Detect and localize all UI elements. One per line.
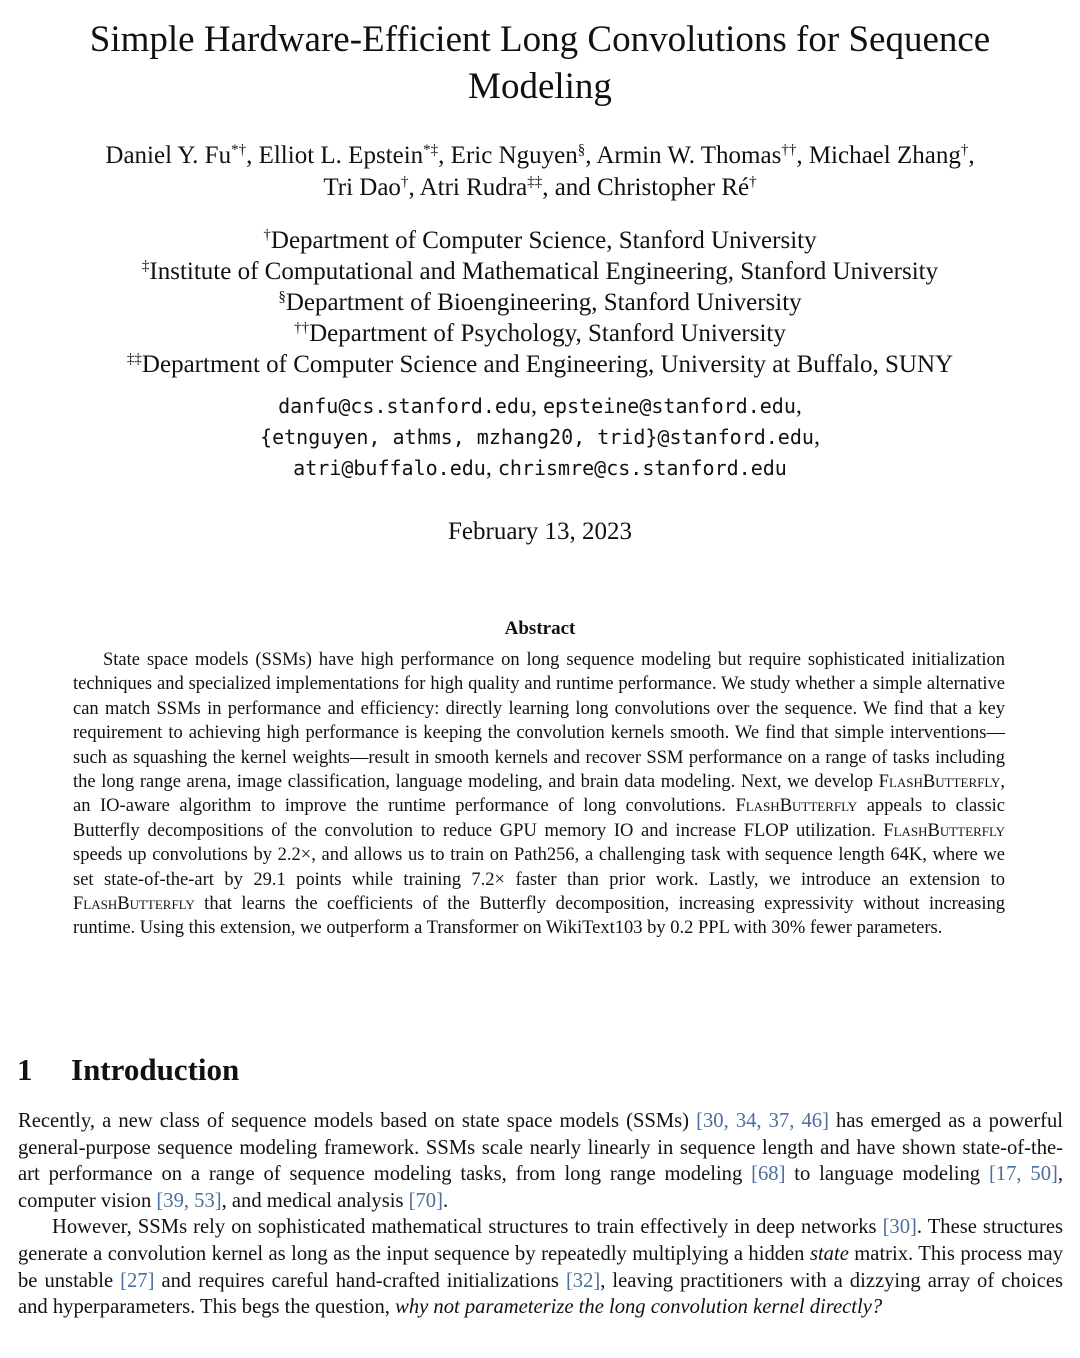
affiliation: †Department of Computer Science, Stanford University bbox=[263, 227, 817, 254]
author: Daniel Y. Fu*†, bbox=[105, 142, 259, 169]
author: Michael Zhang†, bbox=[808, 142, 975, 169]
affiliation: ‡Institute of Computational and Mathematical Engineering, Stanford University bbox=[141, 258, 939, 285]
introduction-body bbox=[18, 1108, 1063, 1321]
method-name: FlashButterfly bbox=[73, 894, 195, 915]
author: Armin W. Thomas††, bbox=[596, 142, 809, 169]
email-address[interactable]: atri@buffalo.edu bbox=[293, 456, 486, 480]
author: Elliot L. Epstein*‡, bbox=[258, 142, 451, 169]
author: Christopher Ré† bbox=[597, 174, 757, 201]
citation-link[interactable]: [17, 50] bbox=[988, 1163, 1058, 1186]
author-list bbox=[20, 140, 1060, 204]
method-name: FlashButterfly bbox=[883, 820, 1005, 841]
citation-link[interactable]: [32] bbox=[565, 1269, 601, 1292]
email-address[interactable]: chrismre@cs.stanford.edu bbox=[497, 456, 787, 480]
affiliation: ††Department of Psychology, Stanford University bbox=[294, 320, 786, 347]
citation-link[interactable]: [30, 34, 37, 46] bbox=[696, 1110, 829, 1132]
section-heading bbox=[17, 1050, 617, 1090]
affiliation: ‡‡Department of Computer Science and Engineering, University at Buffalo, SUNY bbox=[126, 351, 954, 378]
section-title: Introduction bbox=[71, 1052, 240, 1087]
body-paragraph: Recently, a new class of sequence models based on state space models (SSMs) [30, 34, 37, 46] has emerged as a powerful general-purpose sequence modeling framework. SSMs scale nearly linearly in sequence length and have shown state-of-the-art performance on a range of sequence modeling tasks, from long range modeling [68] to language modeling [17, 50], computer vision [39, 53], and medical analysis [70]. bbox=[18, 1110, 1064, 1212]
email-address[interactable]: epsteine@stanford.edu bbox=[543, 394, 796, 418]
citation-link[interactable]: [27] bbox=[120, 1269, 155, 1292]
method-name: FlashButterfly bbox=[878, 772, 1001, 793]
method-name: FlashButterfly bbox=[735, 796, 858, 817]
abstract-body bbox=[73, 648, 1005, 941]
publication-date: February 13, 2023 bbox=[448, 518, 632, 545]
author: Atri Rudra‡‡, and bbox=[419, 174, 598, 201]
affiliation: §Department of Bioengineering, Stanford University bbox=[278, 289, 802, 316]
section-number: 1 bbox=[17, 1052, 33, 1087]
abstract-paragraph: State space models (SSMs) have high performance on long sequence modeling but require sophisticated initialization techniques and specialized implementations for high quality and runtime performance. We study whether a simple alternative can match SSMs in performance and efficiency: directly learning long convolutions over the sequence. We find that a key requirement to achieving high performance is keeping the convolution kernels smooth. We find that simple interventions—such as squashing the kernel weights—result in smooth kernels and recover SSM performance on a range of tasks including the long range arena, image classification, language modeling, and brain data modeling. Next, we develop FlashButterfly, an IO-aware algorithm to improve the runtime performance of long convolutions. FlashButterfly appeals to classic Butterfly decompositions of the convolution to reduce GPU memory IO and increase FLOP utilization. FlashButterfly speeds up convolutions by 2.2×, and allows us to train on Path256, a challenging task with sequence length 64K, where we set state-of-the-art by 29.1 points while training 7.2× faster than prior work. Lastly, we introduce an extension to FlashButterfly that learns the coefficients of the Butterfly decomposition, increasing expressivity without increasing runtime. Using this extension, we outperform a Transformer on WikiText103 by 0.2 PPL with 30% fewer parameters. bbox=[73, 650, 1006, 939]
email-list: danfu@cs.stanford.edu, epsteine@stanford.edu, {etnguyen, athms, mzhang20, trid}@stanford.edu, atri@buffalo.edu, chrismre@cs.stanford.edu bbox=[260, 393, 820, 481]
citation-link[interactable]: [68] bbox=[751, 1163, 786, 1186]
paper-title: Simple Hardware-Efficient Long Convolutions for Sequence Modeling bbox=[89, 19, 991, 107]
email-address[interactable]: danfu@cs.stanford.edu bbox=[278, 394, 531, 418]
author: Eric Nguyen§, bbox=[450, 142, 597, 169]
citation-link[interactable]: [30] bbox=[882, 1216, 917, 1239]
email-address[interactable]: {etnguyen, athms, mzhang20, trid}@stanford.edu bbox=[260, 425, 814, 449]
abstract-heading: Abstract bbox=[504, 618, 576, 639]
affiliation-list bbox=[20, 225, 1060, 380]
author: Tri Dao†, bbox=[323, 174, 420, 201]
citation-link[interactable]: [39, 53] bbox=[156, 1189, 222, 1212]
body-paragraph: However, SSMs rely on sophisticated mathematical structures to train effectively in deep networks [30]. These structures generate a convolution kernel as long as the input sequence by repeatedly multiplying a hidden state matrix. This process may be unstable [27] and requires careful hand-crafted initializations [32], leaving practitioners with a dizzying array of choices and hyperparameters. This begs the question, why not parameterize the long convolution kernel directly? bbox=[18, 1216, 1063, 1319]
citation-link[interactable]: [70] bbox=[408, 1189, 443, 1212]
